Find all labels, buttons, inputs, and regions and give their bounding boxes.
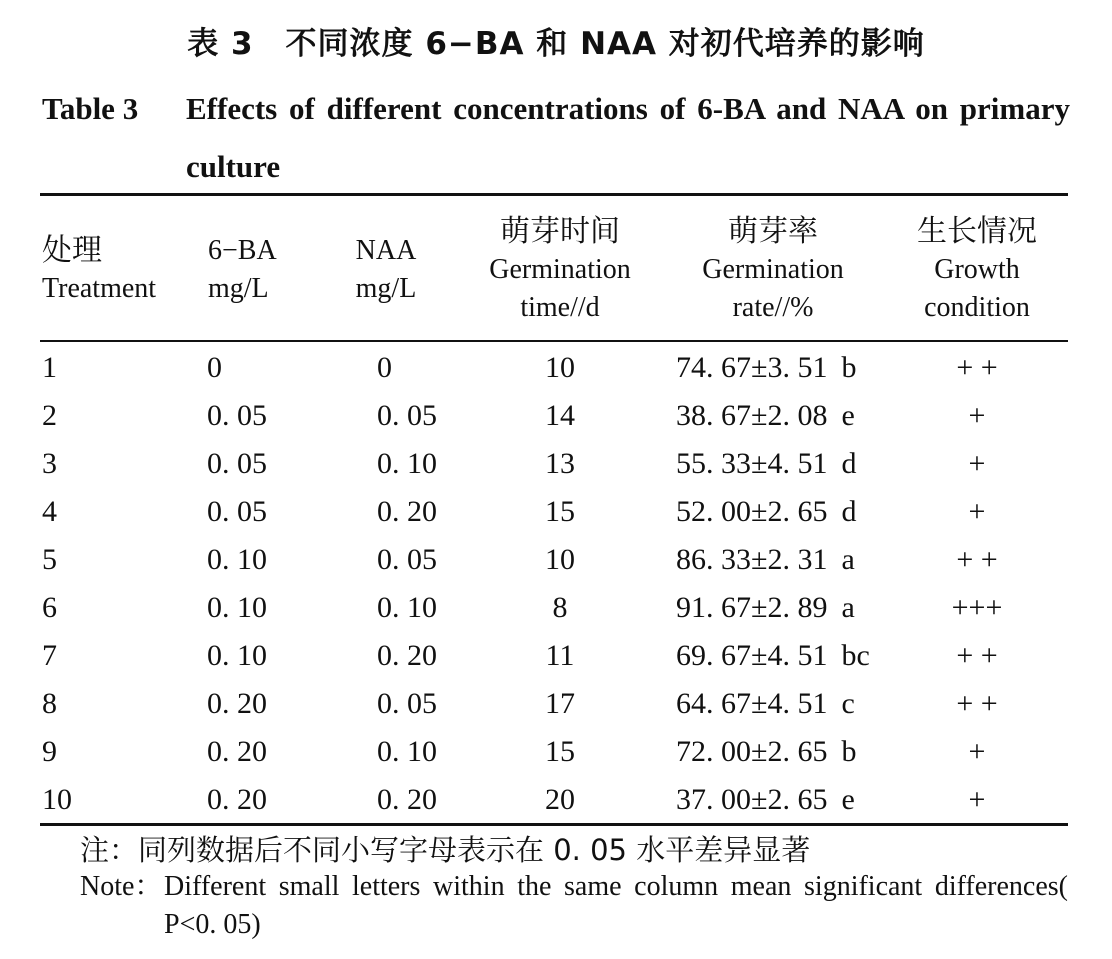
header-germination-rate — [680, 213, 866, 327]
rate-value: 91. 67±2. 89 — [676, 591, 828, 624]
cell-germination-time: 8 — [552, 591, 568, 624]
cell-growth-condition: + — [968, 783, 986, 816]
cell-6ba: 0. 20 — [207, 735, 267, 768]
cell-treatment: 2 — [42, 399, 57, 432]
cell-treatment: 1 — [42, 351, 57, 384]
header-growth-en-2: condition — [924, 292, 1030, 323]
header-naa-label: NAA — [355, 235, 417, 266]
header-rate-en-2: rate//% — [732, 292, 814, 323]
significance-letter: a — [841, 543, 855, 576]
cell-naa: 0. 20 — [377, 495, 437, 528]
cell-naa: 0. 20 — [377, 639, 437, 672]
cell-naa: 0. 05 — [377, 399, 437, 432]
cell-6ba: 0. 10 — [207, 543, 267, 576]
header-growth-en-1: Growth — [934, 254, 1020, 285]
rate-value: 72. 00±2. 65 — [676, 735, 828, 768]
table-row — [0, 344, 1112, 392]
table-row — [0, 536, 1112, 584]
rate-value: 64. 67±4. 51 — [676, 687, 828, 720]
header-growth-zh: 生长情况 — [917, 214, 1037, 249]
rate-value: 52. 00±2. 65 — [676, 495, 828, 528]
cell-germination-rate — [676, 776, 855, 824]
table-title-zh: 表 3 不同浓度 6−BA 和 NAA 对初代培养的影响 — [187, 26, 925, 62]
cell-germination-rate — [676, 584, 855, 632]
rate-value: 74. 67±3. 51 — [676, 351, 828, 384]
cell-germination-time: 15 — [545, 735, 575, 768]
cell-growth-condition: + — [968, 495, 986, 528]
significance-letter: e — [841, 399, 855, 432]
cell-naa: 0. 10 — [377, 447, 437, 480]
table-header-rule — [40, 340, 1068, 342]
header-treatment-zh: 处理 — [42, 233, 102, 268]
table-row — [0, 488, 1112, 536]
header-time-en-1: Germination — [489, 254, 631, 285]
significance-letter: a — [841, 591, 855, 624]
cell-6ba: 0. 20 — [207, 783, 267, 816]
cell-growth-condition: + — [968, 399, 986, 432]
cell-growth-condition: + — [968, 735, 986, 768]
cell-treatment: 9 — [42, 735, 57, 768]
table-row — [0, 728, 1112, 776]
cell-growth-condition: + + — [956, 351, 998, 384]
table-top-rule — [40, 193, 1068, 196]
rate-value: 86. 33±2. 31 — [676, 543, 828, 576]
cell-naa: 0. 10 — [377, 735, 437, 768]
cell-germination-rate — [676, 344, 856, 392]
cell-treatment: 10 — [42, 783, 72, 816]
cell-germination-time: 14 — [545, 399, 575, 432]
cell-6ba: 0 — [207, 351, 222, 384]
table-row — [0, 680, 1112, 728]
header-treatment-en: Treatment — [42, 273, 157, 304]
cell-germination-rate — [676, 680, 855, 728]
significance-letter: bc — [841, 639, 870, 672]
cell-germination-rate — [676, 632, 870, 680]
cell-germination-time: 11 — [545, 639, 575, 672]
header-time-en-2: time//d — [520, 292, 600, 323]
header-6ba-label: 6−BA — [208, 235, 277, 266]
cell-6ba: 0. 10 — [207, 591, 267, 624]
cell-growth-condition: + + — [956, 687, 998, 720]
note-label: Note： — [80, 871, 163, 902]
cell-germination-rate — [676, 392, 855, 440]
cell-6ba: 0. 05 — [207, 447, 267, 480]
table-row — [0, 584, 1112, 632]
table-row — [0, 632, 1112, 680]
header-rate-zh: 萌芽率 — [728, 214, 818, 249]
cell-treatment: 3 — [42, 447, 57, 480]
header-rate-en-1: Germination — [702, 254, 844, 285]
rate-value: 69. 67±4. 51 — [676, 639, 828, 672]
cell-treatment: 8 — [42, 687, 57, 720]
header-germination-time — [470, 213, 650, 327]
cell-growth-condition: + — [968, 447, 986, 480]
cell-growth-condition: +++ — [951, 591, 1003, 624]
significance-letter: b — [841, 351, 857, 384]
table-label: Table 3 — [42, 91, 139, 126]
cell-germination-rate — [676, 488, 856, 536]
cell-6ba: 0. 05 — [207, 495, 267, 528]
table-bottom-rule — [40, 823, 1068, 826]
significance-letter: d — [841, 447, 857, 480]
cell-naa: 0. 10 — [377, 591, 437, 624]
cell-germination-time: 20 — [545, 783, 575, 816]
rate-value: 55. 33±4. 51 — [676, 447, 828, 480]
cell-treatment: 7 — [42, 639, 57, 672]
cell-growth-condition: + + — [956, 639, 998, 672]
cell-germination-time: 15 — [545, 495, 575, 528]
header-growth-condition — [898, 213, 1056, 327]
significance-letter: d — [841, 495, 857, 528]
significance-letter: b — [841, 735, 857, 768]
cell-treatment: 5 — [42, 543, 57, 576]
table-row — [0, 776, 1112, 824]
rate-value: 37. 00±2. 65 — [676, 783, 828, 816]
table-row — [0, 440, 1112, 488]
header-6ba — [208, 232, 277, 308]
cell-growth-condition: + + — [956, 543, 998, 576]
header-naa — [346, 232, 426, 308]
table-caption: Effects of different concentrations of 6-BA and NAA on primary culture — [186, 91, 1070, 184]
cell-germination-rate — [676, 440, 856, 488]
header-naa-unit: mg/L — [355, 273, 417, 304]
cell-treatment: 6 — [42, 591, 57, 624]
cell-germination-time: 10 — [545, 543, 575, 576]
cell-6ba: 0. 20 — [207, 687, 267, 720]
cell-naa: 0. 20 — [377, 783, 437, 816]
cell-naa: 0. 05 — [377, 543, 437, 576]
note-text: Different small letters within the same column mean significant differences( P<0. 05) — [164, 871, 1068, 940]
significance-letter: e — [841, 783, 855, 816]
cell-treatment: 4 — [42, 495, 57, 528]
header-time-zh: 萌芽时间 — [500, 214, 620, 249]
header-treatment — [42, 232, 156, 308]
cell-naa: 0. 05 — [377, 687, 437, 720]
cell-germination-rate — [676, 536, 855, 584]
cell-germination-time: 17 — [545, 687, 575, 720]
table-row — [0, 392, 1112, 440]
cell-germination-rate — [676, 728, 856, 776]
table-note-zh: 注：同列数据后不同小写字母表示在 0. 05 水平差异显著 — [80, 833, 811, 867]
cell-naa: 0 — [377, 351, 392, 384]
significance-letter: c — [841, 687, 855, 720]
cell-germination-time: 13 — [545, 447, 575, 480]
cell-6ba: 0. 05 — [207, 399, 267, 432]
cell-germination-time: 10 — [545, 351, 575, 384]
header-6ba-unit: mg/L — [208, 273, 269, 304]
cell-6ba: 0. 10 — [207, 639, 267, 672]
rate-value: 38. 67±2. 08 — [676, 399, 828, 432]
